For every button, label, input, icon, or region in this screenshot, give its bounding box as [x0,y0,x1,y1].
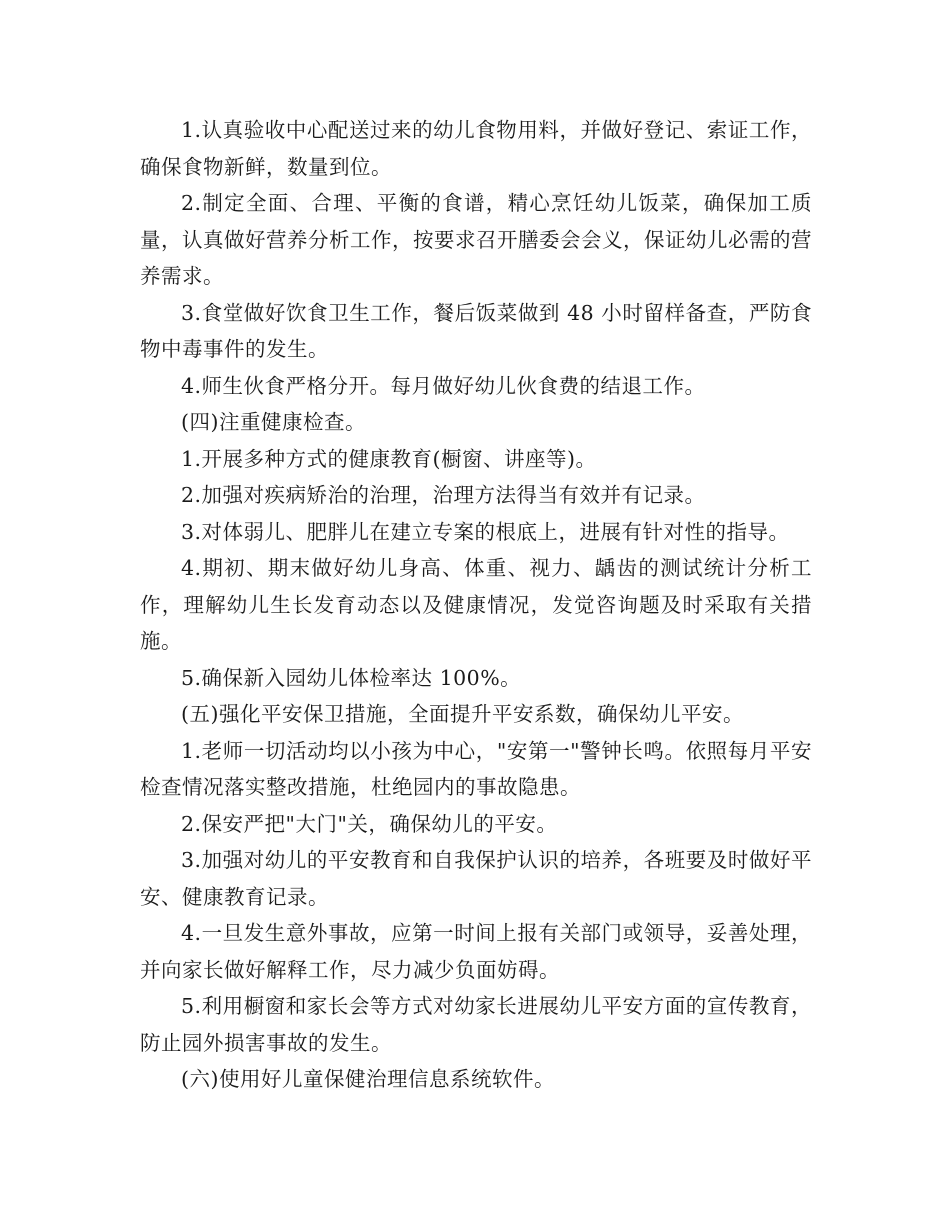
paragraph-meal-separation: 4.师生伙食严格分开。每月做好幼儿伙食费的结退工作。 [181,373,706,398]
section-heading-health-check: (四)注重健康检查。 [181,410,366,434]
paragraph-parent-publicity: 5.利用橱窗和家长会等方式对幼家长进展幼儿平安方面的宣传教育，防止园外损害事故的发生。 [140,994,812,1055]
paragraph-disease-treatment: 2.加强对疾病矫治的治理，治理方法得当有效并有记录。 [181,483,706,507]
paragraph-safety-education: 3.加强对幼儿的平安教育和自我保护认识的培养，各班要及时做好平安、健康教育记录。 [140,848,812,909]
paragraph-gate-security: 2.保安严把"大门"关，确保幼儿的平安。 [181,811,558,836]
section-heading-software: (六)使用好儿童保健治理信息系统软件。 [181,1067,555,1091]
paragraph-accident-handling: 4.一旦发生意外事故，应第一时间上报有关部门或领导，妥善处理，并向家长做好解释工作，尽力减少负面妨碍。 [140,921,812,982]
paragraph-targeted-guidance: 3.对体弱儿、肥胖儿在建立专案的根底上，进展有针对性的指导。 [181,519,790,544]
paragraph-teacher-safety: 1.老师一切活动均以小孩为中心，"安第一"警钟长鸣。依照每月平安检查情况落实整改措施，杜绝园内的事故隐患。 [140,738,812,799]
section-heading-safety: (五)强化平安保卫措施，全面提升平安系数，确保幼儿平安。 [181,702,744,726]
paragraph-measurement-statistics: 4.期初、期末做好幼儿身高、体重、视力、龋齿的测试统计分析工作，理解幼儿生长发育动态以及健康情况，发觉咨询题及时采取有关措施。 [140,556,812,653]
paragraph-menu-planning: 2.制定全面、合理、平衡的食谱，精心烹饪幼儿饭菜，确保加工质量，认真做好营养分析工作，按要求召开膳委会会义，保证幼儿必需的营养需求。 [140,191,812,288]
document-body [140,112,812,1098]
paragraph-canteen-hygiene: 3.食堂做好饮食卫生工作，餐后饭菜做到 48 小时留样备查，严防食物中毒事件的发生。 [140,300,812,361]
paragraph-health-education: 1.开展多种方式的健康教育(橱窗、讲座等)。 [181,446,597,471]
paragraph-checkup-rate: 5.确保新入园幼儿体检率达 100%。 [181,665,522,690]
paragraph-food-inspection: 1.认真验收中心配送过来的幼儿食物用料，并做好登记、索证工作，确保食物新鲜，数量到位。 [140,118,812,179]
